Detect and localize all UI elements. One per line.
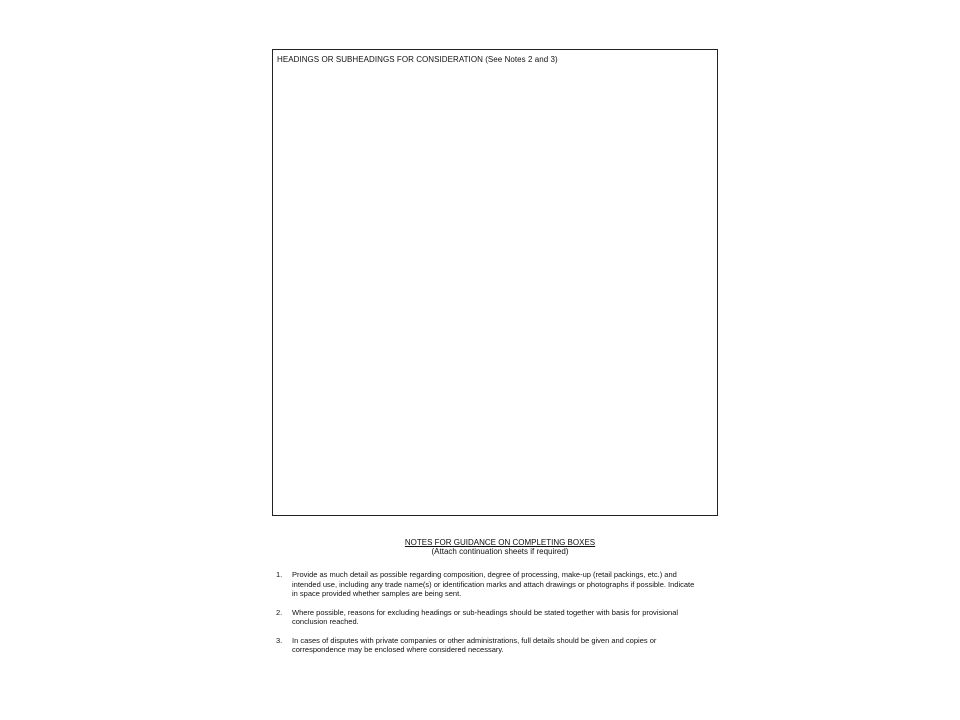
note-item-3 [276,636,716,655]
notes-list [276,570,716,655]
note-number: 1. [276,570,283,579]
note-text: In cases of disputes with private companies or other administrations, full details should be given and copies or correspondence may be enclosed where considered necessary. [292,635,657,654]
note-number: 3. [276,635,283,645]
headings-box [272,49,718,516]
headings-box-entry-area[interactable] [275,68,715,513]
headings-box-label: HEADINGS OR SUBHEADINGS FOR CONSIDERATION (See Notes 2 and 3) [277,55,558,64]
notes-subtitle: (Attach continuation sheets if required) [431,547,569,556]
note-text: Where possible, reasons for excluding headings or sub-headings should be stated together with basis for provisional conclusion reached. [292,607,679,626]
note-text: Provide as much detail as possible regarding composition, degree of processing, make-up (retail packings, etc.) and intended use, including any trade name(s) or identification marks and attach drawings or photographs if possible. Indicate in space provided whether samples are being sent. [292,570,695,598]
note-item-2 [276,608,716,627]
notes-title: NOTES FOR GUIDANCE ON COMPLETING BOXES [404,538,596,547]
guidance-notes [276,538,716,664]
note-number: 2. [276,607,283,617]
note-item-1 [276,570,716,599]
